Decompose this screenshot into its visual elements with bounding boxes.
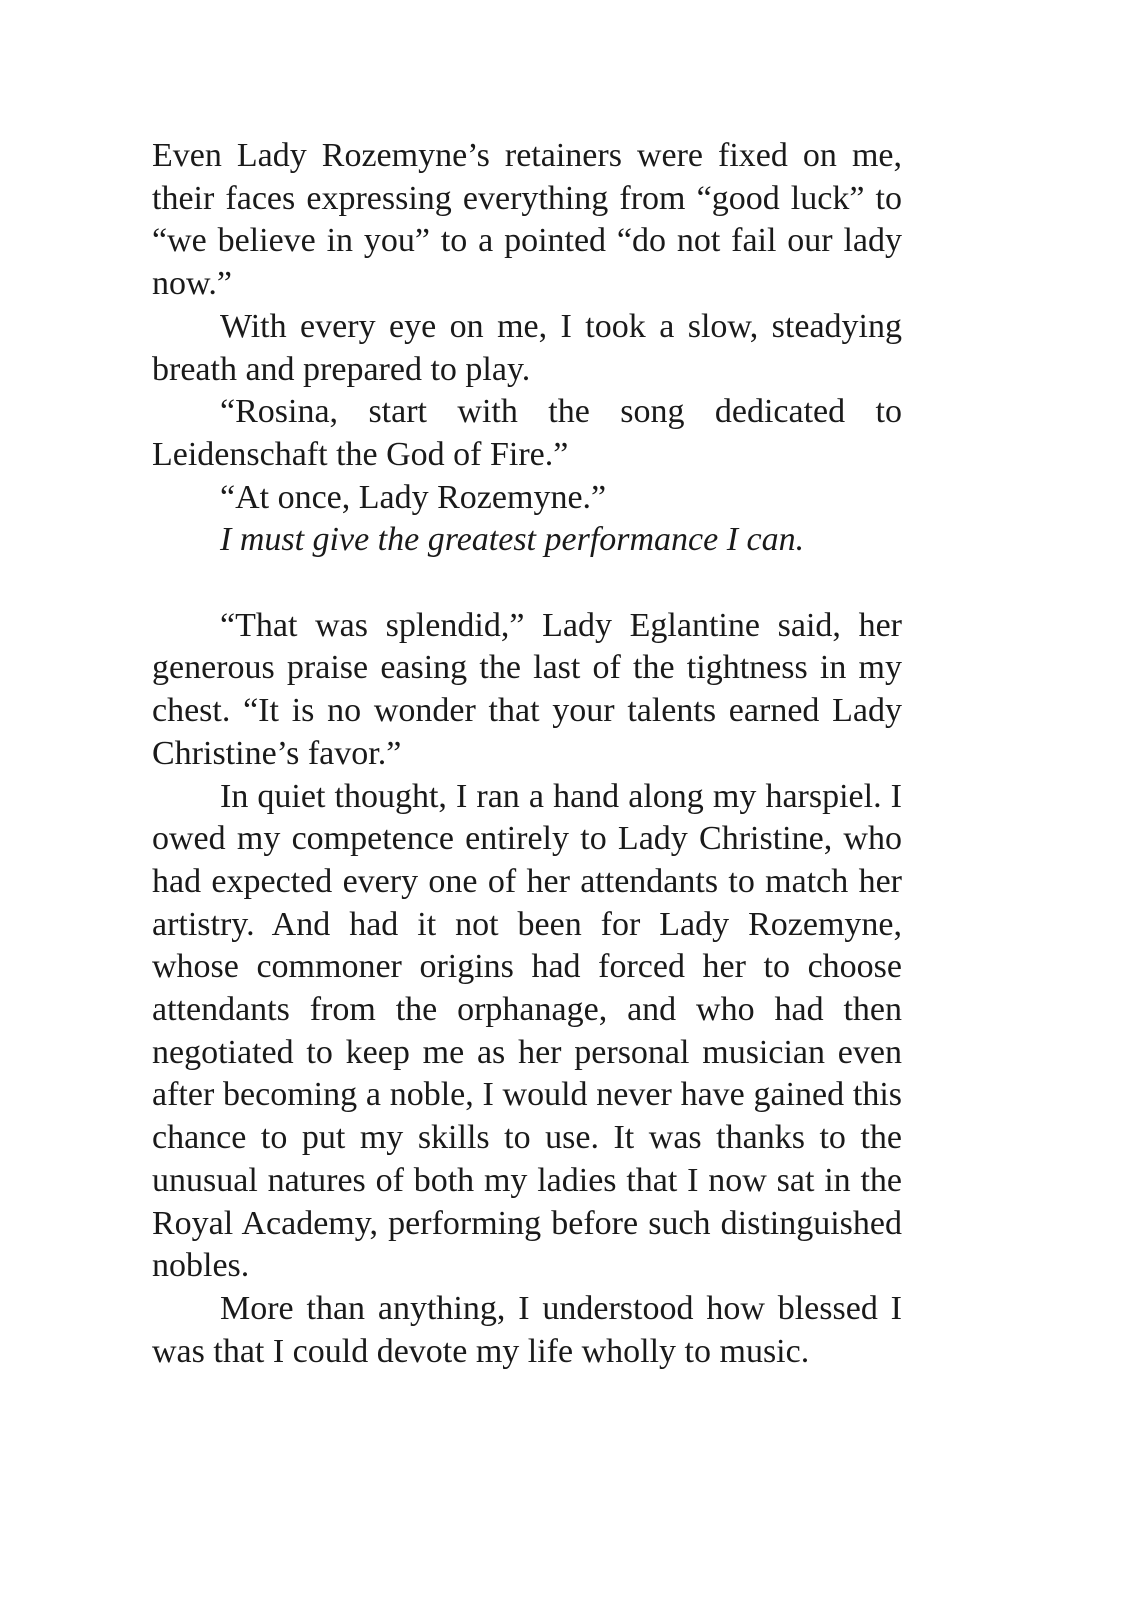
paragraph-harspiel: In quiet thought, I ran a hand along my harspiel. I owed my competence entirely to Lady Christine, who had expected every one of her attendants to match her artistry. And had it not been for Lady Rozemyne, whose commoner origins had forced her to choose attendants from the orphanage, and who had then negotiated to keep me as her personal musician even after becoming a noble, I would never have gained this chance to put my skills to use. It was thanks to the unusual natures of both my ladies that I now sat in the Royal Academy, performing before such distinguished nobles. <box>152 777 902 1285</box>
scene-break <box>152 562 902 605</box>
paragraph-inner-thought: I must give the greatest performance I can. <box>220 521 805 559</box>
paragraph-at-once: “At once, Lady Rozemyne.” <box>220 478 607 516</box>
paragraph-steadying-breath: With every eye on me, I took a slow, steadying breath and prepared to play. <box>152 307 902 388</box>
body-text <box>152 135 902 1373</box>
paragraph-splendid: “That was splendid,” Lady Eglantine said, her generous praise easing the last of the tightness in my chest. “It is no wonder that your talents earned Lady Christine’s favor.” <box>152 606 902 772</box>
paragraph-retainers: Even Lady Rozemyne’s retainers were fixed on me, their faces expressing everything from “good luck” to “we believe in you” to a pointed “do not fail our lady now.” <box>152 137 902 303</box>
paragraph-rosina-song: “Rosina, start with the song dedicated to Leidenschaft the God of Fire.” <box>152 393 902 473</box>
paragraph-devote-music: More than anything, I understood how blessed I was that I could devote my life wholly to music. <box>152 1289 902 1370</box>
